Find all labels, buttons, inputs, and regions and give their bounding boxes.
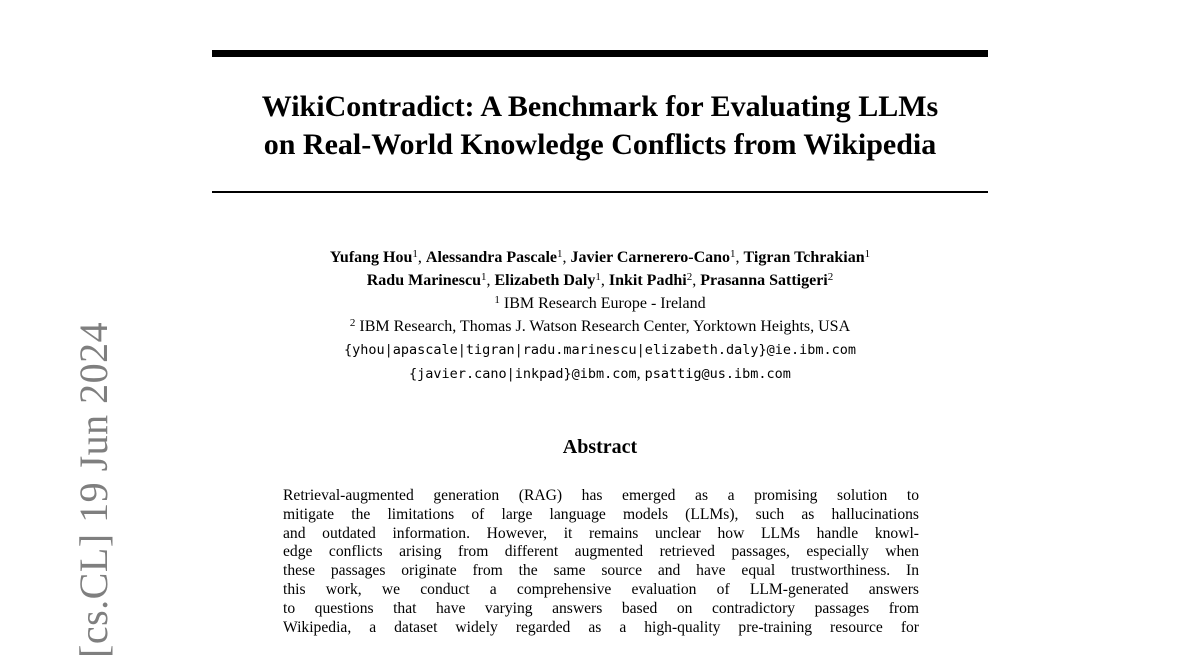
author-name: Elizabeth Daly xyxy=(494,272,596,289)
affiliation-mark: 2 xyxy=(349,317,356,329)
title-line: WikiContradict: A Benchmark for Evaluating LLMs xyxy=(261,90,939,123)
abstract-line: Retrieval-augmented generation (RAG) has emerged as a promising solution to xyxy=(283,487,919,504)
title-line: on Real-World Knowledge Conflicts from Wikipedia xyxy=(263,128,937,161)
email-line-1 xyxy=(212,338,988,362)
email-separator: , xyxy=(636,365,645,382)
author-block xyxy=(212,246,988,386)
affiliation-text: IBM Research Europe - Ireland xyxy=(503,295,706,312)
paper-title xyxy=(212,88,988,164)
email-line-2 xyxy=(212,362,988,386)
author-name: Prasanna Sattigeri xyxy=(700,272,828,289)
abstract-heading: Abstract xyxy=(562,436,638,458)
abstract-line: and outdated information. However, it remains unclear how LLMs handle knowl- xyxy=(283,524,919,542)
email-addresses: {yhou|apascale|tigran|radu.marinescu|elizabeth.daly}@ie.ibm.com xyxy=(343,342,857,358)
affiliation-mark: 1 xyxy=(494,294,500,306)
author-line-2: Radu Marinescu$^1$, Elizabeth Daly$^1$, Inkit Padhi$^2$, Prasanna Sattigeri$^2$ xyxy=(366,271,834,289)
affiliation-mark: 1 xyxy=(557,248,563,260)
author-name: Alessandra Pascale xyxy=(425,249,558,266)
abstract-line: mitigate the limitations of large language models (LLMs), such as hallucinations xyxy=(283,505,919,523)
affiliation-mark: 1 xyxy=(864,248,871,260)
author-line-1: Yufang Hou$^1$, Alessandra Pascale$^1$, Javier Carnerero-Cano$^1$, Tigran Tchrakian$^1$ xyxy=(329,248,871,266)
abstract-line: to questions that have varying answers based on contradictory passages from xyxy=(283,599,919,617)
author-name: Javier Carnerero-Cano xyxy=(570,249,731,266)
affiliation-1 xyxy=(212,292,988,315)
abstract-body xyxy=(283,487,919,637)
affiliation-mark: 1 xyxy=(480,271,487,283)
arxiv-identifier-sidebar xyxy=(30,318,116,658)
abstract-line: Wikipedia, a dataset widely regarded as a high-quality pre-training resource for xyxy=(283,618,919,636)
affiliation-mark: 2 xyxy=(686,271,693,283)
affiliation-mark: 2 xyxy=(827,271,834,283)
abstract-line: this work, we conduct a comprehensive evaluation of LLM-generated answers xyxy=(283,580,919,598)
email-addresses: psattig@us.ibm.com xyxy=(644,366,791,382)
abstract-line: edge conflicts arising from different augmented retrieved passages, especially when xyxy=(283,543,919,561)
affiliation-text: IBM Research, Thomas J. Watson Research Center, Yorktown Heights, USA xyxy=(359,318,851,335)
affiliation-mark: 1 xyxy=(412,248,418,260)
title-top-rule xyxy=(212,50,988,57)
affiliation-mark: 1 xyxy=(595,271,601,283)
author-name: Tigran Tchrakian xyxy=(743,249,865,266)
affiliation-2 xyxy=(212,315,988,338)
title-bottom-rule xyxy=(212,191,988,193)
affiliation-mark: 1 xyxy=(730,248,736,260)
author-name: Inkit Padhi xyxy=(608,272,687,289)
email-addresses: {javier.cano|inkpad}@ibm.com xyxy=(409,366,637,382)
author-name: Yufang Hou xyxy=(329,249,413,266)
abstract-line: these passages originate from the same source and have equal trustworthiness. In xyxy=(283,562,919,580)
arxiv-stamp-text: [cs.CL] 19 Jun 2024 xyxy=(71,321,116,658)
author-name: Radu Marinescu xyxy=(366,272,481,289)
